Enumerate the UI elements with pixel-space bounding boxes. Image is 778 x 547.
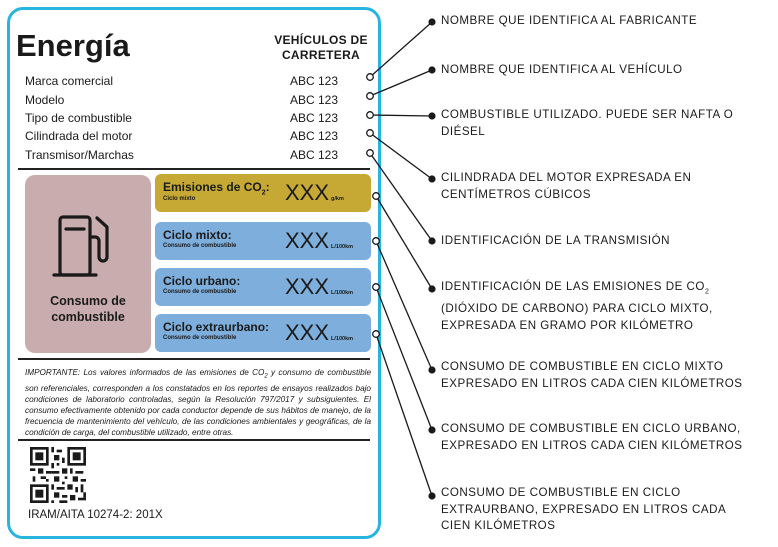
annotation-transmission: IDENTIFICACIÓN DE LA TRANSMISIÓN	[441, 234, 671, 247]
vehicle-type-line2: CARRETERA	[281, 48, 361, 62]
marker-dot	[428, 426, 435, 433]
marker-dot	[428, 366, 435, 373]
marker-ring	[367, 150, 374, 157]
mixed-cycle-value: XXX	[285, 228, 330, 253]
annotation-vehicle-name: NOMBRE QUE IDENTIFICA AL VEHÍCULO	[441, 63, 683, 76]
marker-dot	[428, 285, 435, 292]
spec-label-fuel-type: Tipo de combustible	[25, 111, 132, 125]
spec-label-model: Modelo	[25, 93, 65, 107]
marker-dot	[428, 237, 435, 244]
urban-cycle-sublabel: Consumo de combustible	[163, 289, 237, 295]
marker-ring	[373, 284, 380, 291]
spec-value-fuel-type: ABC 123	[290, 111, 339, 125]
annotation-displacement: CILINDRADA DEL MOTOR EXPRESADA EN CENTÍMETROS CÚBICOS	[441, 171, 692, 201]
annotation-emissions: IDENTIFICACIÓN DE LAS EMISIONES DE $CO_2$ (DIÓXIDO DE CARBONO) PARA CICLO MIXTO, EXPRESADA EN GRAMO POR KILÓMETRO	[441, 280, 713, 332]
urban-cycle-value: XXX	[285, 274, 330, 299]
mixed-cycle-unit: L/100km	[331, 244, 354, 250]
marker-dot	[428, 175, 435, 182]
spec-value-displacement: ABC 123	[290, 129, 339, 143]
spec-label-displacement: Cilindrada del motor	[25, 129, 133, 143]
marker-ring	[367, 74, 374, 81]
marker-ring	[373, 193, 380, 200]
standard-reference: IRAM/AITA 10274-2: 201X	[28, 509, 163, 521]
emissions-value: XXX	[285, 180, 330, 205]
marker-ring	[373, 238, 380, 245]
extraurban-cycle-sublabel: Consumo de combustible	[163, 335, 237, 341]
annotation-extraurban-cycle: CONSUMO DE COMBUSTIBLE EN CICLO EXTRAURBANO, EXPRESADO EN LITROS CADA CIEN KILÓMETROS	[441, 486, 727, 533]
mixed-cycle-sublabel: Consumo de combustible	[163, 243, 237, 249]
fuel-consumption-line1: Consumo de	[50, 294, 126, 308]
spec-value-model: ABC 123	[290, 93, 339, 107]
vehicle-type-line1: VEHÍCULOS DE	[274, 33, 368, 47]
spec-label-brand: Marca comercial	[25, 74, 114, 88]
urban-cycle-title: Ciclo urbano:	[163, 274, 241, 288]
emissions-unit: g/km	[331, 196, 344, 202]
marker-dot	[428, 18, 435, 25]
marker-dot	[428, 492, 435, 499]
spec-label-transmission: Transmisor/Marchas	[25, 148, 134, 162]
marker-ring	[367, 93, 374, 100]
spec-value-transmission: ABC 123	[290, 148, 339, 162]
mixed-cycle-title: Ciclo mixto:	[163, 228, 232, 242]
label-title: Energía	[16, 28, 130, 63]
extraurban-cycle-title: Ciclo extraurbano:	[163, 320, 270, 334]
fuel-consumption-line2: combustible	[51, 310, 125, 324]
annotation-mixed-cycle: CONSUMO DE COMBUSTIBLE EN CICLO MIXTO EXPRESADO EN LITROS CADA CIEN KILÓMETROS	[441, 360, 743, 390]
marker-ring	[367, 130, 374, 137]
emissions-sublabel: Ciclo mixto	[163, 196, 196, 202]
marker-dot	[428, 112, 435, 119]
extraurban-cycle-unit: L/100km	[331, 336, 354, 342]
spec-value-brand: ABC 123	[290, 74, 339, 88]
emissions-title: Emisiones de $CO_2$:	[163, 180, 270, 197]
annotation-urban-cycle: CONSUMO DE COMBUSTIBLE EN CICLO URBANO, EXPRESADO EN LITROS CADA CIEN KILÓMETROS	[441, 422, 743, 452]
extraurban-cycle-value: XXX	[285, 320, 330, 345]
annotation-fuel-type: COMBUSTIBLE UTILIZADO. PUEDE SER NAFTA O DIÉSEL	[441, 108, 734, 138]
urban-cycle-unit: L/100km	[331, 290, 354, 296]
marker-dot	[428, 66, 435, 73]
marker-ring	[367, 112, 374, 119]
disclaimer-text: IMPORTANTE: Los valores informados de las emisiones de $CO_2$ y consumo de combustible son referenciales, corresponden a los constatados en los reportes de ensayos realizados bajo condiciones de laboratorio controladas, según la Resolución 797/2017 y subsiguientes. El consumo efectivamente obtenido por cada conductor depende de sus hábitos de manejo, de la frecuencia de mantenimiento del vehículo, de las condiciones ambientales y geográficas, de la condición de carga, del combustible utilizado, entre otras.	[25, 368, 372, 438]
annotation-manufacturer: NOMBRE QUE IDENTIFICA AL FABRICANTE	[441, 14, 698, 27]
marker-ring	[373, 331, 380, 338]
